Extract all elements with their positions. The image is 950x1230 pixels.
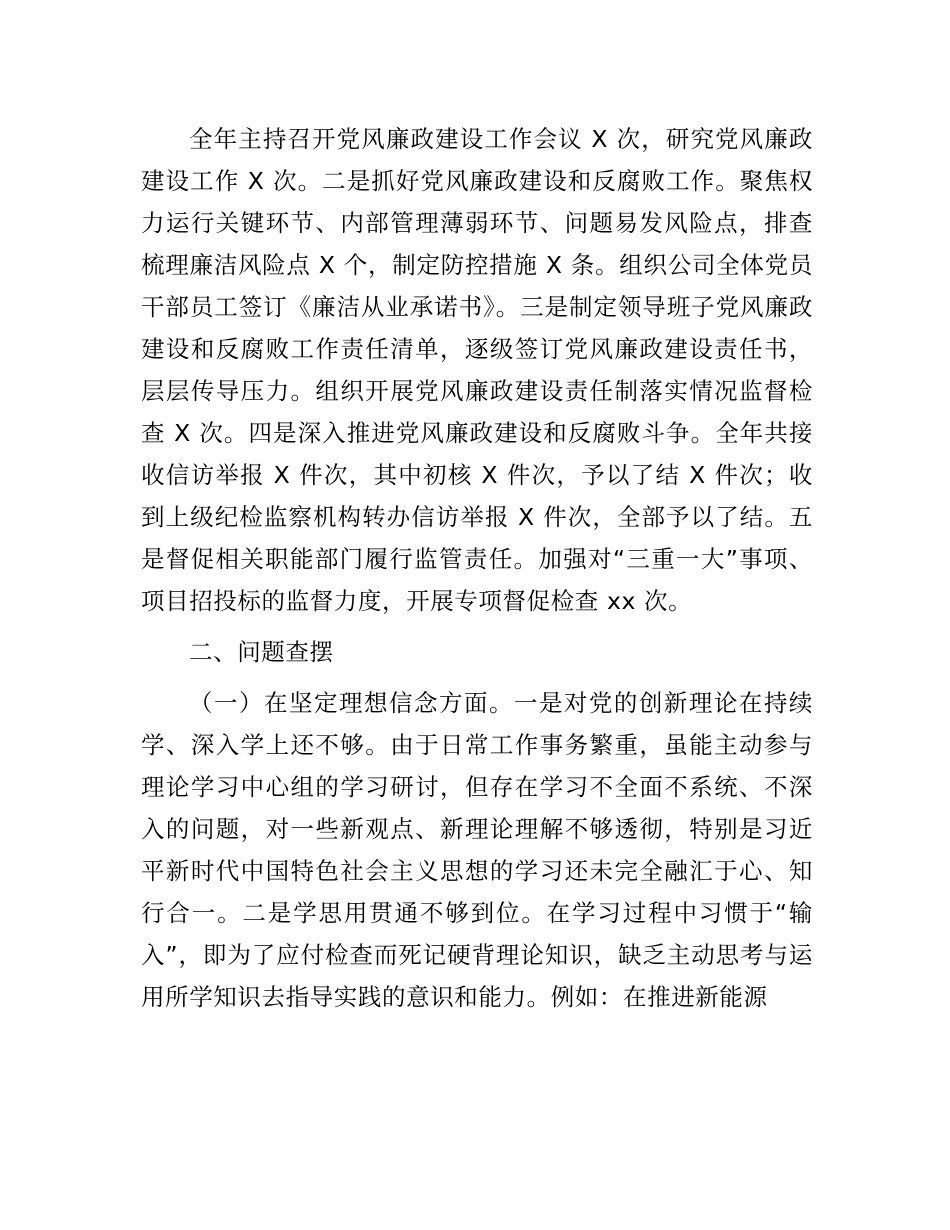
work-summary-paragraph: 全年主持召开党风廉政建设工作会议 X 次，研究党风廉政建设工作 X 次。二是抓好党风廉政建设和反腐败工作。聚焦权力运行关键环节、内部管理薄弱环节、问题易发风险点，排查梳理廉洁风险点 X 个，制定防控措施 X 条。组织公司全体党员干部员工签订《廉洁从业承诺书》。三是制定领导班子党风廉政建设和反腐败工作责任清单，逐级签订党风廉政建设责任书，层层传导压力。组织开展党风廉政建设责任制落实情况监督检查 X 次。四是深入推进党风廉政建设和反腐败斗争。全年共接收信访举报 X 件次，其中初核 X 件次，予以了结 X 件次；收到上级纪检监察机构转办信访举报 X 件次，全部予以了结。五是督促相关职能部门履行监管责任。加强对“三重一大”事项、项目招投标的监督力度，开展专项督促检查 xx 次。	[141, 125, 813, 615]
document-page	[141, 118, 813, 1018]
ideals-beliefs-paragraph: （一）在坚定理想信念方面。一是对党的创新理论在持续学、深入学上还不够。由于日常工作事务繁重，虽能主动参与理论学习中心组的学习研讨，但存在学习不全面不系统、不深入的问题，对一些新观点、新理论理解不够透彻，特别是习近平新时代中国特色社会主义思想的学习还未完全融汇于心、知行合一。二是学思用贯通不够到位。在学习过程中习惯于“输入”，即为了应付检查而死记硬背理论知识，缺乏主动思考与运用所学知识去指导实践的意识和能力。例如：在推进新能源	[141, 689, 813, 1011]
section-heading-problems: 二、问题查摆	[189, 638, 334, 666]
